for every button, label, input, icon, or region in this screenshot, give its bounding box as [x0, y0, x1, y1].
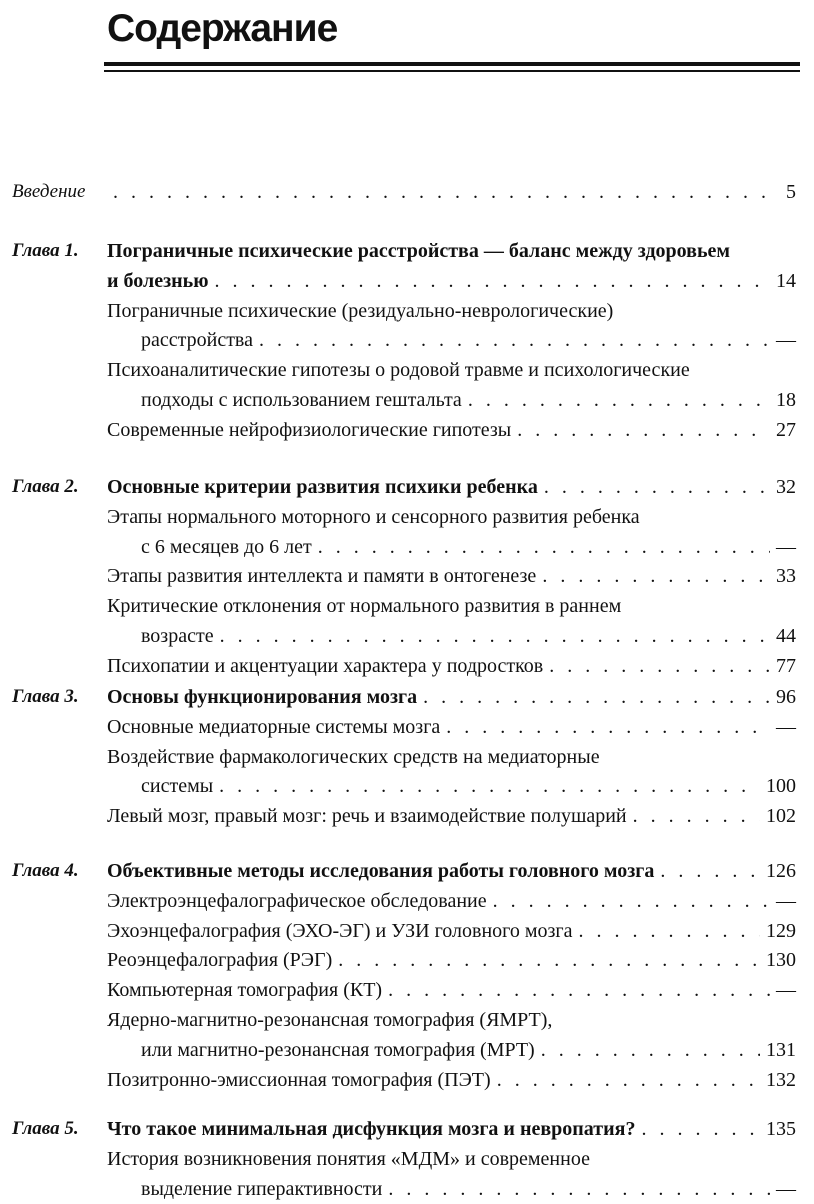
page-number: 100 [766, 775, 796, 798]
chapter-title[interactable] [107, 472, 796, 502]
chapter-label: Глава 4. [12, 860, 79, 881]
page-title: Содержание [107, 7, 338, 50]
section-entry[interactable] [107, 712, 796, 742]
page-number: 14 [776, 269, 796, 292]
toc-entry-text: Электроэнцефалографическое обследование [107, 889, 487, 912]
toc-entry-text: Эхоэнцефалография (ЭХО-ЭГ) и УЗИ головного мозга [107, 919, 573, 942]
toc-entry-text: и болезнью [107, 269, 209, 292]
section-entry[interactable] [107, 355, 796, 385]
dot-leader [219, 771, 760, 801]
toc-entry-text: Компьютерная томография (КТ) [107, 979, 383, 1002]
toc-entry-text: Современные нейрофизиологические гипотезы [107, 418, 512, 441]
toc-entry-text: Психопатии и акцентуации характера у подростков [107, 654, 544, 677]
page-number: — [776, 329, 796, 352]
toc-entry-text: Основы функционирования мозга [107, 686, 418, 708]
page-number: 126 [766, 860, 796, 882]
section-entry[interactable] [107, 916, 796, 946]
section-entry[interactable] [141, 325, 796, 355]
dot-leader [660, 856, 760, 886]
toc-entry-text: Психоаналитические гипотезы о родовой травме и психологические [107, 359, 690, 382]
toc-entry-text: выделение гиперактивности [141, 1177, 383, 1200]
toc-entry-text: Пограничные психические расстройства — баланс между здоровьем [107, 240, 731, 262]
dot-leader [641, 1114, 760, 1144]
toc-entry-text: Основные медиаторные системы мозга [107, 715, 441, 738]
section-entry[interactable] [141, 621, 796, 651]
page-number: 27 [776, 418, 796, 441]
dot-leader [493, 886, 770, 916]
section-entry[interactable] [141, 385, 796, 415]
dot-leader [549, 651, 770, 681]
chapter-title[interactable] [107, 856, 796, 886]
chapter-label: Глава 3. [12, 686, 79, 707]
dot-leader [542, 561, 770, 591]
title-rule-thin [104, 70, 800, 72]
toc-entry-text: Ядерно-магнитно-резонансная томография (ЯМРТ), [107, 1009, 553, 1031]
chapter-title[interactable] [107, 1114, 796, 1144]
dot-leader [338, 945, 760, 975]
page-number: 5 [786, 181, 796, 203]
page-number: 102 [766, 805, 796, 828]
dot-leader [259, 325, 770, 355]
toc-entry-text: История возникновения понятия «МДМ» и современное [107, 1147, 590, 1170]
chapter-label: Глава 1. [12, 240, 79, 261]
section-entry[interactable] [107, 975, 796, 1005]
section-entry[interactable] [107, 415, 796, 445]
page-number: 96 [776, 686, 796, 708]
section-entry[interactable] [107, 651, 796, 681]
dot-leader [579, 916, 760, 946]
toc-entry-text: расстройства [141, 329, 253, 352]
chapter-title[interactable] [107, 682, 796, 712]
toc-entry-text: Реоэнцефалография (РЭГ) [107, 949, 333, 972]
chapter-title[interactable] [107, 266, 796, 296]
dot-leader [497, 1065, 760, 1095]
section-entry[interactable] [107, 1144, 796, 1174]
section-entry[interactable] [107, 296, 796, 326]
dot-leader [220, 621, 770, 651]
toc-entry-text: Основные критерии развития психики ребенка [107, 476, 538, 498]
section-entry[interactable] [107, 801, 796, 831]
toc-entry-text: Что такое минимальная дисфункция мозга и невропатия? [107, 1118, 636, 1140]
dot-leader [517, 415, 770, 445]
page-number: 32 [776, 476, 796, 498]
toc-entry-text: Критические отклонения от нормального развития в раннем [107, 595, 622, 618]
dot-leader [541, 1035, 760, 1065]
section-entry[interactable] [141, 1174, 796, 1204]
page-number: 131 [766, 1038, 796, 1061]
dot-leader [318, 532, 770, 562]
toc-entry-text: Этапы развития интеллекта и памяти в онтогенезе [107, 565, 537, 588]
chapter-label: Глава 2. [12, 476, 79, 497]
dot-leader [215, 266, 770, 296]
dot-leader [633, 801, 760, 831]
intro-label: Введение [12, 181, 86, 202]
toc-entry-text: с 6 месяцев до 6 лет [141, 535, 312, 558]
toc-entry-text: подходы с использованием гештальта [141, 389, 462, 411]
section-entry[interactable] [107, 886, 796, 916]
dot-leader [423, 682, 770, 712]
section-entry[interactable] [141, 532, 796, 562]
page-number: — [776, 979, 796, 1002]
toc-entry-text: Позитронно-эмиссионная томография (ПЭТ) [107, 1068, 491, 1091]
page-number: 44 [776, 625, 796, 647]
chapter-title[interactable] [107, 236, 796, 266]
toc-entry-text: Пограничные психические (резидуально-неврологические) [107, 299, 614, 322]
toc-entry-text: Воздействие фармакологических средств на медиаторные [107, 745, 600, 768]
toc-entry-text: Этапы нормального моторного и сенсорного развития ребенка [107, 505, 640, 528]
page-number: — [776, 889, 796, 912]
toc-entry-text: или магнитно-резонансная томография (МРТ) [141, 1038, 535, 1061]
dot-leader [113, 177, 770, 207]
section-entry[interactable] [107, 561, 796, 591]
section-entry[interactable] [107, 945, 796, 975]
page-number: 132 [766, 1068, 796, 1091]
section-entry[interactable] [107, 591, 796, 621]
title-rule-thick [104, 62, 800, 66]
chapter-label: Глава 5. [12, 1118, 79, 1139]
page-number: 129 [766, 919, 796, 942]
toc-entry-text: возрасте [141, 625, 214, 647]
page-number: — [776, 535, 796, 558]
page-number: 135 [766, 1118, 796, 1140]
dot-leader [446, 712, 770, 742]
section-entry[interactable] [141, 1035, 796, 1065]
page-number: 18 [776, 389, 796, 411]
dot-leader [388, 1174, 770, 1204]
toc-entry-text: системы [141, 775, 214, 798]
toc-entry-text: Левый мозг, правый мозг: речь и взаимодействие полушарий [107, 805, 627, 828]
page-number: — [776, 1177, 796, 1200]
dot-leader [544, 472, 770, 502]
page-number: 77 [776, 654, 796, 677]
section-entry[interactable] [107, 742, 796, 772]
section-entry[interactable] [107, 1005, 796, 1035]
toc-entry-text: Объективные методы исследования работы головного мозга [107, 860, 655, 882]
dot-leader [468, 385, 770, 415]
toc-entry-intro[interactable] [107, 177, 796, 207]
page-number: — [776, 715, 796, 738]
section-entry[interactable] [107, 1065, 796, 1095]
section-entry[interactable] [107, 502, 796, 532]
section-entry[interactable] [141, 771, 796, 801]
page-number: 130 [766, 949, 796, 972]
dot-leader [388, 975, 770, 1005]
page-number: 33 [776, 565, 796, 588]
